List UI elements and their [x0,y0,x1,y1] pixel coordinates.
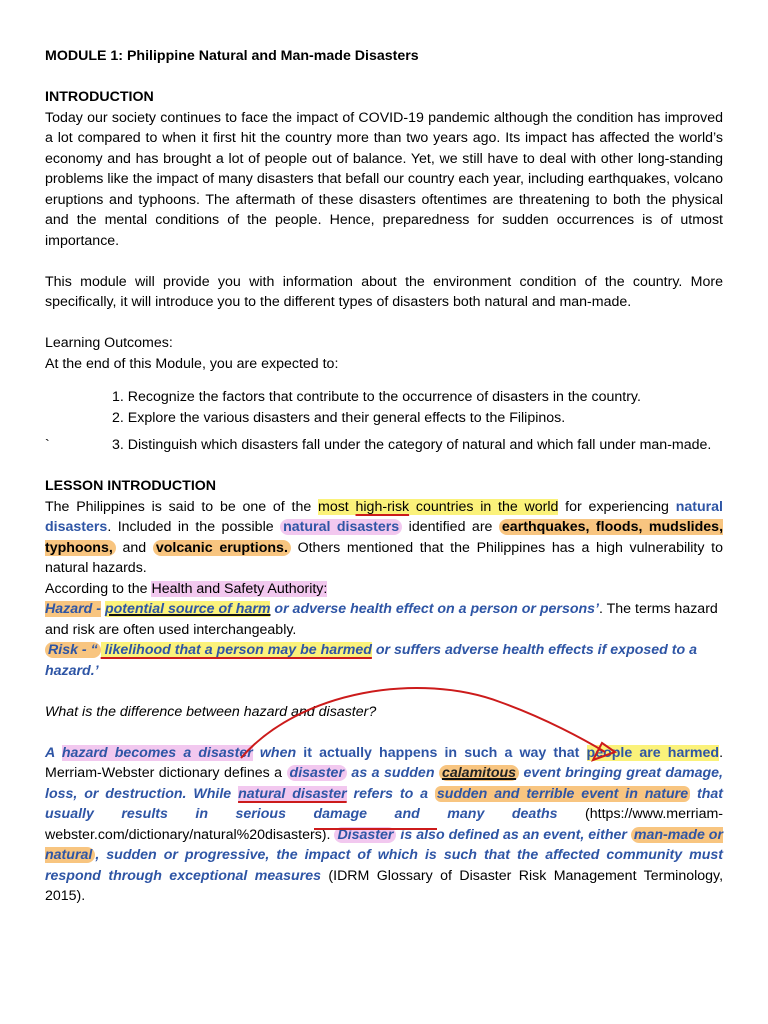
highlight-likelihood: likelihood that a person may be harmed [100,642,372,658]
highlight-natural-disasters: natural disasters [280,519,402,535]
text-run: as a sudden [346,765,439,781]
lesson-paragraph-1 [45,497,723,579]
introduction-paragraph-1: Today our society continues to face the impact of COVID-19 pandemic although the condition has improved a lot compared to when it first hit the country more than two years ago. Its impact has affected the world’s economy and has brought a lot of people out of balance. Yet, we still have to deal with other long-standing problems like the impact of many disasters that befall our country each year, including earthquakes, volcano eruptions and typhoons. The aftermath of these disasters oftentimes are threatening to both the physical and the mental conditions of the people. Hence, preparedness for sudden occurrences is of utmost importance. [45,109,723,249]
text-run: it actually happens in such a way that [296,744,587,761]
introduction-heading: INTRODUCTION [45,89,154,105]
highlight-people-are-harmed: people are harmed [586,744,720,761]
introduction-paragraph-2: This module will provide you with information about the environment condition of the country. More specifically, it will introduce you to the different types of disasters both natural and man-made. [45,273,723,310]
text-run: identified are [402,519,499,535]
document-page [45,46,723,907]
text-run: event bringing great damage, loss, or destruction. While [45,765,723,802]
term-natural-disasters: natural disasters [45,498,723,535]
idrm-citation: (IDRM Glossary of Disaster Risk Management Terminology, 2015). [45,867,724,904]
learning-outcomes-heading: Learning Outcomes: [45,335,173,351]
text-run: is also defined as an event, either [396,826,631,843]
difference-question: What is the difference between hazard and disaster? [45,703,377,720]
text-run: A [45,744,62,761]
risk-definition [45,640,723,681]
text-run: when [252,744,297,761]
highlight-disaster: disaster [287,765,347,781]
text-run: and [115,539,153,556]
highlight-countries: countries in the world [409,498,559,515]
outcome-item-3-row [45,435,723,456]
text-run: . Included in the possible [107,519,281,535]
text-run: Others mentioned that the Philippines has a high vulnerability to natural hazards. [45,539,723,576]
text-run: refers to a [346,785,435,802]
hazard-definition [45,599,723,640]
lesson-paragraph-2 [45,743,723,907]
outcome-item-2: 2. Explore the various disasters and their general effects to the Filipinos. [112,410,566,426]
text-run: According to the [45,580,152,597]
according-line [45,579,723,600]
highlight-high-risk: high-risk [355,498,410,515]
hazard-definition-rest: or adverse health effect on a person or persons’ [270,601,599,617]
source-url: (https://www.merriam-webster.com/dictionary/natural%20disasters). [45,806,723,843]
highlight-sudden-terrible-event: sudden and terrible event in nature [436,785,689,802]
highlight-potential-source: potential source of harm [104,601,271,617]
lesson-heading: LESSON INTRODUCTION [45,478,217,494]
learning-outcomes-lead: At the end of this Module, you are expected to: [45,355,339,372]
highlight-health-safety-authority: Health and Safety Authority: [151,580,328,597]
hazard-term: Hazard - [45,601,101,617]
hazard-after: . The terms hazard and risk are often used interchangeably. [45,601,718,638]
outcome-item-3: 3. Distinguish which disasters fall under the category of natural and which fall under man-made. [112,437,712,453]
highlight-disaster-2: Disaster [334,827,396,843]
risk-term: Risk - “ [45,642,101,658]
highlight-disaster-list: earthquakes, floods, mudslides, typhoons, [45,519,724,556]
outcome-item-1: 1. Recognize the factors that contribute to the occurrence of disasters in the country. [112,389,641,405]
highlight-volcanic-eruptions: volcanic eruptions. [153,540,291,556]
text-run: for experiencing [558,498,676,515]
highlight-man-made-or-natural: man-made or natural [45,826,723,863]
text-run: The Philippines is said to be one of the [45,498,318,515]
text-run: , sudden or progressive, the impact of which is such that the affected community must respond through exceptional measures [45,847,723,884]
highlight-most: most [318,498,356,515]
module-title: MODULE 1: Philippine Natural and Man-made Disasters [45,48,419,64]
stray-mark: ` [45,437,50,453]
risk-definition-rest: or suffers adverse health effects if exposed to a hazard.’ [45,642,698,679]
highlight-calamitous: calamitous [439,765,519,781]
text-run: that usually results in serious damage and many deaths [45,785,723,822]
highlight-natural-disaster: natural disaster [238,785,347,802]
text-run: . Merriam-Webster dictionary defines a [45,744,724,781]
highlight-hazard-becomes-disaster: hazard becomes a disaster [61,744,253,761]
